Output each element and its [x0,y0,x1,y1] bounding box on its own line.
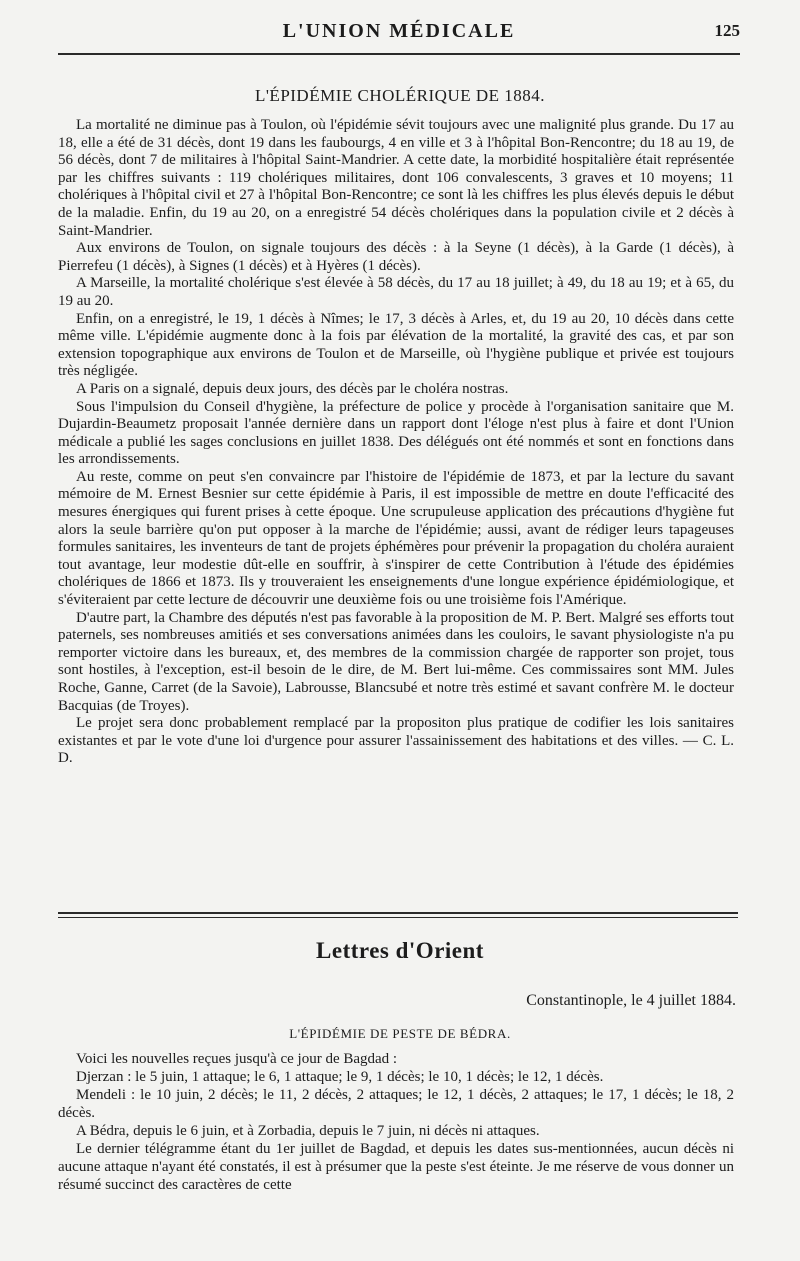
paragraph: Enfin, on a enregistré, le 19, 1 décès à Nîmes; le 17, 3 décès à Arles, et, du 19 au 20, 10 décès dans cette même ville. L'épidémie augmente donc à la fois par élévation de la mortalité, la gravité des cas, et par son extension topographique aux environs de Toulon et de Marseille, où l'hygiène publique et privée est toujours très négligée. [58,310,734,380]
section-divider [58,912,738,914]
subsection-title: L'ÉPIDÉMIE DE PESTE DE BÉDRA. [289,1026,511,1041]
paragraph: Sous l'impulsion du Conseil d'hygiène, la préfecture de police y procède à l'organisation sanitaire que M. Dujardin-Beaumetz proposait l'année dernière dans un rapport dont l'éloge n'est plus à faire et dont l'Union médicale a publié les sages conclusions en juillet 1838. Des délégués ont été nommés et sont en fonctions dans les arrondissements. [58,398,734,468]
section-title: L'ÉPIDÉMIE CHOLÉRIQUE DE 1884. [254,86,546,105]
paragraph: Le projet sera donc probablement remplacé par la propositon plus pratique de codifier les lois sanitaires existantes et par le vote d'une loi d'urgence pour assurer l'assainissement des habitations et des villes. — C. L. D. [58,715,734,767]
paragraph: D'autre part, la Chambre des députés n'est pas favorable à la proposition de M. P. Bert. Malgré ses efforts tout paternels, ses nombreuses amitiés et ses conversations animées dans les couloirs, le savant physiologiste n'a pu remporter victoire dans les bureaux, et, des membres de la commission chargée de rapporter son projet, tous sont hostiles, à l'exception, est-il besoin de le dire, de M. Bert lui-même. Ces commissaires sont MM. Jules Roche, Ganne, Carret (de la Savoie), Labrousse, Blancsubé et notre très estimé et savant confrère M. le docteur Bacquias (de Troyes). [58,609,734,714]
paragraph: Le dernier télégramme étant du 1er juillet de Bagdad, et depuis les dates sus-mentionnées, aucun décès ni aucune attaque n'ayant été constatés, il est à présumer que la peste s'est éteinte. Je me réserve de vous donner un résumé succinct des caractères de cette [58,1141,734,1193]
paragraph: La mortalité ne diminue pas à Toulon, où l'épidémie sévit toujours avec une malignité plus grande. Du 17 au 18, elle a été de 31 décès, dont 19 dans les faubourgs, 4 en ville et 3 à l'hôpital Bon-Rencontre; du 18 au 19, de 56 décès, dont 7 de militaires à l'hôpital Saint-Mandrier. A cette date, la morbidité hospitalière était représentée par les chiffres suivants : 119 cholériques militaires, dont 106 convalescents, 3 graves et 10 moyens; 11 cholériques à l'hôpital civil et 27 à l'hôpital Bon-Rencontre; ce sont là les chiffres les plus élevés depuis le début de la maladie. Enfin, du 19 au 20, on a enregistré 54 décès cholériques dans la population civile et 2 décès à Saint-Mandrier. [58,117,734,239]
paragraph: Djerzan : le 5 juin, 1 attaque; le 6, 1 attaque; le 9, 1 décès; le 10, 1 décès; le 12, 1 décès. [76,1069,604,1085]
dateline: Constantinople, le 4 juillet 1884. [526,992,736,1009]
paragraph: A Marseille, la mortalité cholérique s'est élevée à 58 décès, du 17 au 18 juillet; à 49, du 18 au 19; et à 65, du 19 au 20. [58,275,734,309]
paragraph: Au reste, comme on peut s'en convaincre par l'histoire de l'épidémie de 1873, et par la lecture du savant mémoire de M. Ernest Besnier sur cette épidémie à Paris, il est impossible de mettre en doute l'efficacité des mesures énergiques qui furent prises à cette époque. Une scrupuleuse application des précautions d'hygiène fut alors la seule barrière qu'on put opposer à la marche de l'épidémie; aussi, avant de rédiger leurs tapageuses formules sanitaires, les inventeurs de tant de projets éphémères pour prévenir la propagation du choléra auraient tout avantage, leur modestie dût-elle en souffrir, à s'inspirer de cette Contribution à l'étude des épidémies cholériques de 1866 et 1873. Ils y trouveraient les enseignements d'une longue expérience épidémiologique, et s'éviteraient par cette lecture de découvrir une deuxième fois ou une troisième fois l'Amérique. [58,468,734,609]
paragraph: Voici les nouvelles reçues jusqu'à ce jour de Bagdad : [76,1051,398,1067]
paragraph: Mendeli : le 10 juin, 2 décès; le 11, 2 décès, 2 attaques; le 12, 1 décès, 2 attaques; le 17, 1 décès; le 18, 2 décès. [58,1087,734,1121]
page-number: 125 [714,21,740,40]
paragraph: A Paris on a signalé, depuis deux jours, des décès par le choléra nostras. [76,380,509,397]
paragraph: Aux environs de Toulon, on signale toujours des décès : à la Seyne (1 décès), à la Garde (1 décès), à Pierrefeu (1 décès), à Signes (1 décès) et à Hyères (1 décès). [58,240,734,274]
paragraph: A Bédra, depuis le 6 juin, et à Zorbadia, depuis le 7 juin, ni décès ni attaques. [76,1123,540,1139]
lettres-title: Lettres d'Orient [316,938,484,963]
lettres-body [58,1050,734,1194]
section-divider [58,917,738,918]
page-header [58,18,740,46]
cholera-article [58,117,734,768]
running-title: L'UNION MÉDICALE [282,20,516,42]
header-rule [58,53,740,55]
